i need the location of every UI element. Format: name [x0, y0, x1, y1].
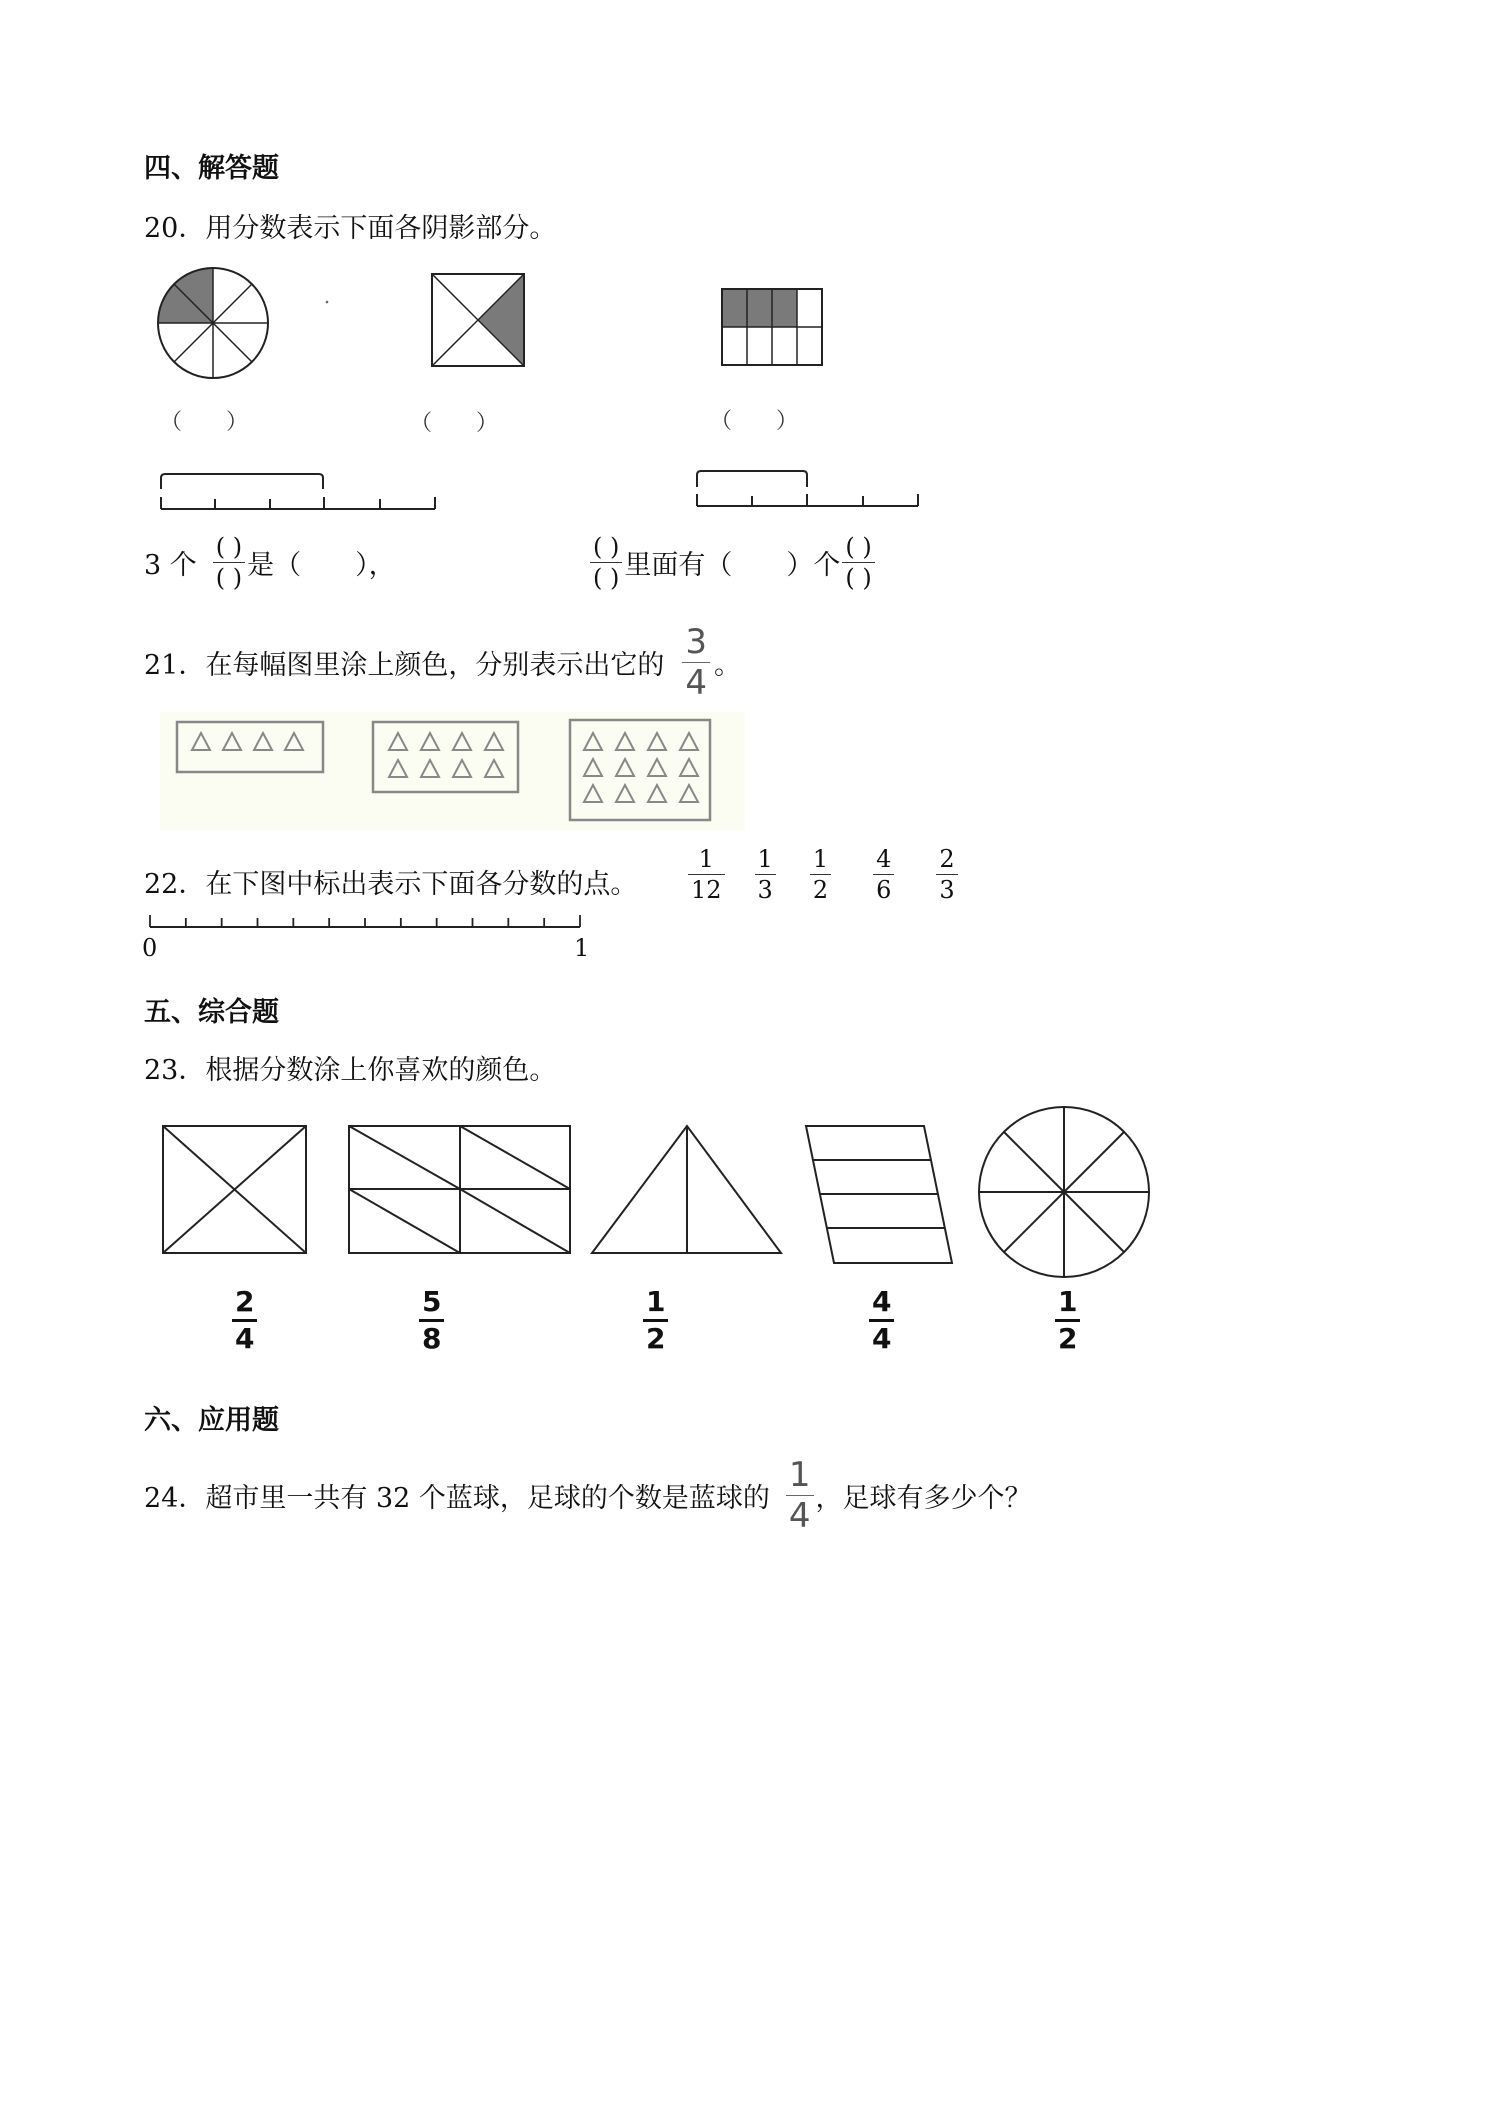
q20-answer-paren-2[interactable]: （ ） [410, 411, 499, 436]
section-heading-4: 四、解答题 [144, 153, 279, 184]
q23-fraction-5: $\frac{1}{2}$ [1055, 1288, 1080, 1353]
q24-end: ，足球有多少个？ [815, 1483, 1032, 1514]
q23-triangle-2-parts [592, 1126, 781, 1253]
q23-square-4-parts [163, 1126, 306, 1253]
q22-fraction: $\frac{4}{6}$ [873, 847, 894, 902]
q23-parallelogram-4-parts [806, 1126, 952, 1263]
q22-text: 22．在下图中标出表示下面各分数的点。 [144, 869, 638, 900]
section-heading-6: 六、应用题 [144, 1405, 279, 1436]
q23-fraction-1: $\frac{2}{4}$ [232, 1288, 257, 1353]
q20-text: 20．用分数表示下面各阴影部分。 [144, 213, 557, 244]
q21-fraction: $\frac{3}{4}$ [682, 625, 710, 700]
q23-circle-8-parts [979, 1107, 1149, 1277]
q21-end: 。 [714, 650, 741, 681]
axis-label-start: 0 [142, 934, 158, 962]
q23-fraction-3: $\frac{1}{2}$ [643, 1288, 668, 1353]
q21-text: 21．在每幅图里涂上颜色，分别表示出它的 [144, 650, 665, 681]
q20-answer-paren-1[interactable]: （ ） [160, 410, 249, 435]
q22-fraction: $\frac{1}{3}$ [755, 847, 776, 902]
q20-answer-paren-3[interactable]: （ ） [710, 409, 799, 434]
blank-fraction[interactable]: $\frac{( )}{( )}$ [213, 535, 245, 590]
blank-fraction[interactable]: $\frac{( )}{( )}$ [842, 535, 874, 590]
q23-fraction-2: $\frac{5}{8}$ [419, 1288, 444, 1353]
q22-fraction: $\frac{2}{3}$ [936, 847, 957, 902]
blank-fraction[interactable]: $\frac{( )}{( )}$ [590, 535, 622, 590]
q20-line-b-middle: 里面有（ ）个 [624, 550, 841, 581]
q23-fraction-4: $\frac{4}{4}$ [869, 1288, 894, 1353]
section-heading-5: 五、综合题 [144, 997, 279, 1028]
q24-fraction: $\frac{1}{4}$ [786, 1458, 814, 1533]
q23-rectangle-8-parts [349, 1126, 570, 1253]
axis-label-end: 1 [574, 934, 590, 962]
q24-text: 24．超市里一共有 32 个蓝球，足球的个数是蓝球的 [144, 1483, 770, 1514]
q22-fraction: $\frac{1}{2}$ [810, 847, 831, 902]
q20-line-a-prefix: 3 个 [144, 550, 197, 581]
q24-line [144, 1455, 1032, 1536]
q20-line-a-suffix: 是（ ）， [247, 550, 396, 581]
q22-fraction: $\frac{1}{12}$ [688, 847, 725, 902]
q23-text: 23．根据分数涂上你喜欢的颜色。 [144, 1055, 557, 1086]
